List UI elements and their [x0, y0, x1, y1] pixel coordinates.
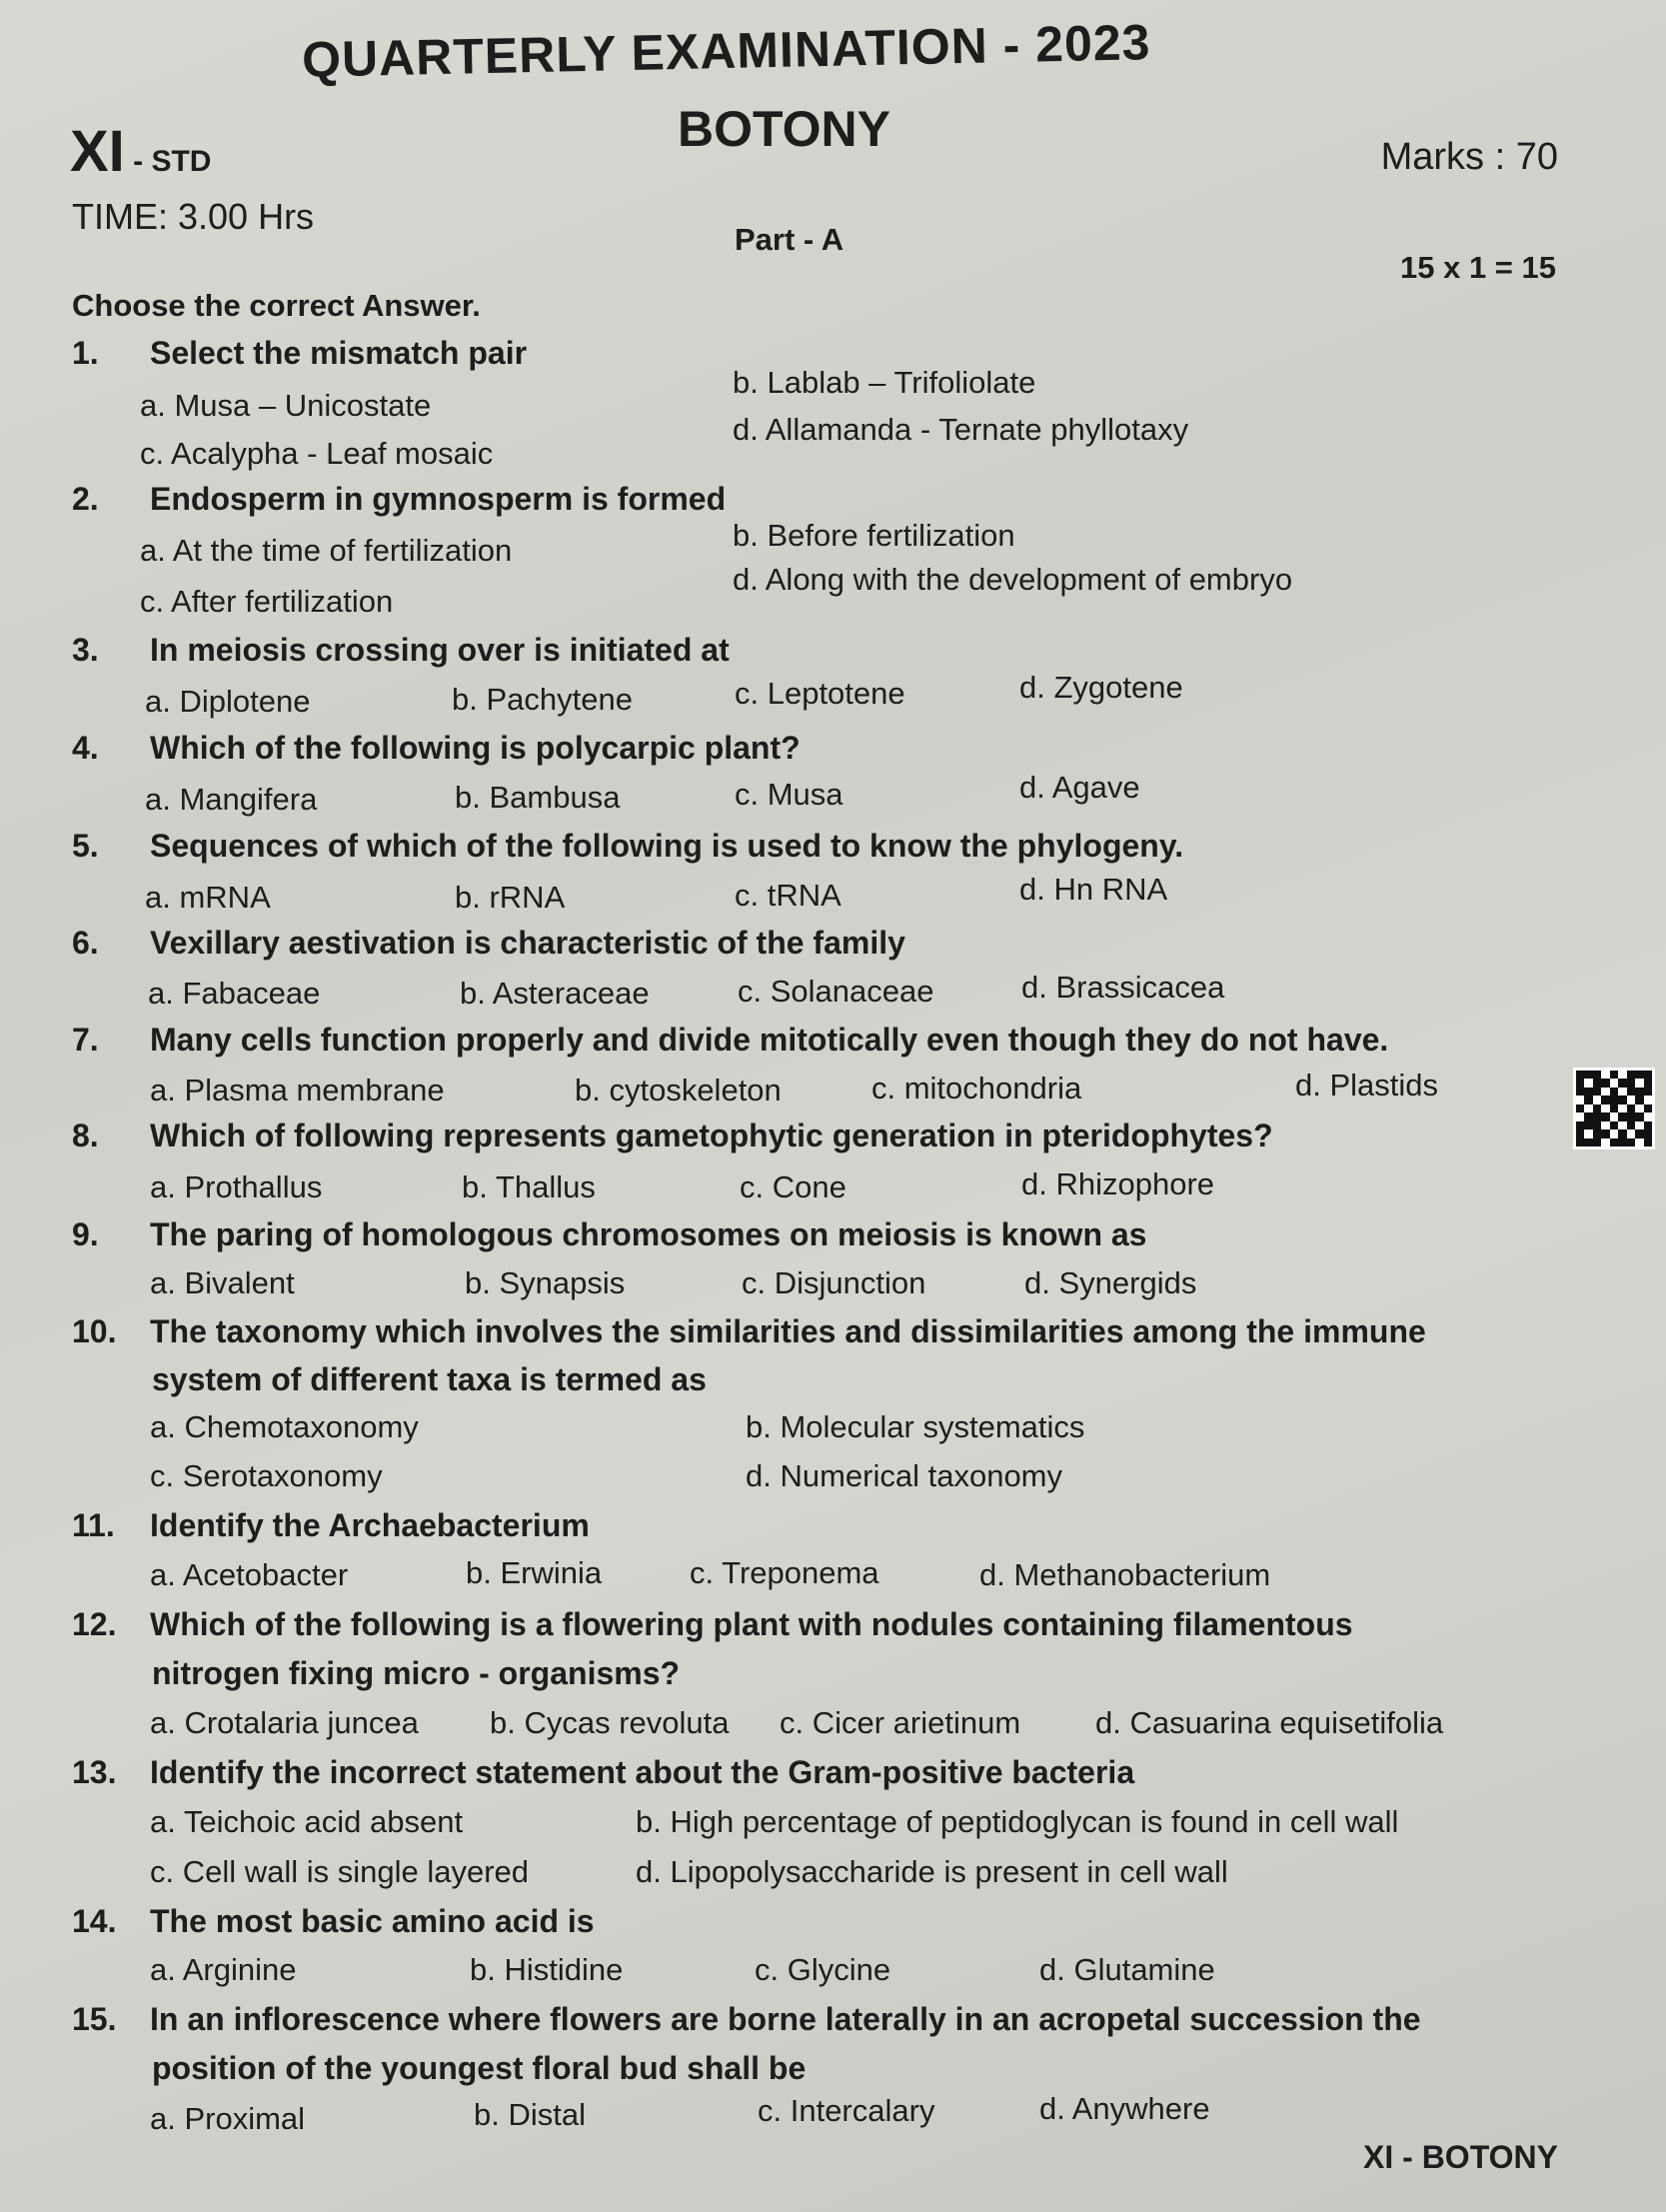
option-d: d. Brassicacea: [1021, 970, 1225, 1005]
option-a: a. Plasma membrane: [150, 1073, 445, 1107]
question-text: Endosperm in gymnosperm is formed: [150, 481, 727, 517]
option-c: c. Cell wall is single layered: [150, 1854, 530, 1889]
option-d: d. Allamanda - Ternate phyllotaxy: [733, 412, 1189, 447]
question-text: Identify the incorrect statement about the Gram-positive bacteria: [150, 1754, 1135, 1790]
class-label: [70, 118, 211, 185]
question-4: 4. Which of the following is polycarpic plant?: [72, 730, 801, 766]
option-b: b. High percentage of peptidoglycan is found in cell wall: [636, 1804, 1399, 1839]
question-text: The most basic amino acid is: [150, 1903, 595, 1939]
option-c: c. Serotaxonomy: [150, 1458, 383, 1493]
question-3: 3. In meiosis crossing over is initiated at: [72, 632, 730, 668]
option-b: b. Lablab – Trifoliolate: [733, 365, 1036, 400]
qr-code: [1573, 1068, 1655, 1149]
option-d: d. Zygotene: [1019, 670, 1183, 705]
option-b: b. Asteraceae: [460, 976, 650, 1011]
subject-title: BOTONY: [678, 101, 890, 157]
option-b: b. Before fertilization: [733, 518, 1015, 553]
part-heading: Part - A: [735, 222, 844, 257]
question-text: In meiosis crossing over is initiated at: [150, 632, 730, 668]
std-text: - STD: [124, 145, 212, 178]
option-d: d. Plastids: [1295, 1068, 1439, 1103]
option-b: b. Molecular systematics: [746, 1409, 1085, 1444]
question-11: 11. Identify the Archaebacterium: [72, 1507, 590, 1543]
question-12: 12. Which of the following is a flowering plant with nodules containing filamentous: [72, 1606, 1353, 1642]
option-d: d. Casuarina equisetifolia: [1095, 1705, 1444, 1740]
option-d: d. Synergids: [1024, 1265, 1197, 1300]
option-b: b. Erwinia: [466, 1555, 603, 1590]
option-a: a. Crotalaria juncea: [150, 1705, 419, 1740]
question-text-continued: position of the youngest floral bud shall be: [152, 2050, 807, 2086]
option-c: c. Intercalary: [758, 2093, 935, 2128]
question-text: Which of the following is polycarpic plant?: [150, 730, 801, 766]
question-14: 14. The most basic amino acid is: [72, 1903, 595, 1939]
option-c: c. Musa: [735, 777, 843, 812]
marks-scheme: 15 x 1 = 15: [1400, 250, 1556, 285]
instruction: Choose the correct Answer.: [72, 288, 481, 323]
option-c: c. mitochondria: [871, 1071, 1082, 1106]
question-10: 10. The taxonomy which involves the similarities and dissimilarities among the immune: [72, 1313, 1426, 1349]
question-text-continued: system of different taxa is termed as: [152, 1361, 707, 1397]
option-a: a. mRNA: [145, 880, 271, 915]
option-d: d. Methanobacterium: [979, 1557, 1271, 1592]
option-a: a. At the time of fertilization: [140, 533, 513, 568]
option-b: b. rRNA: [455, 880, 566, 915]
question-2: 2. Endosperm in gymnosperm is formed: [72, 481, 727, 517]
total-marks: Marks : 70: [1380, 136, 1558, 178]
footer-label: XI - BOTONY: [1363, 2139, 1558, 2175]
option-a: a. Teichoic acid absent: [150, 1804, 464, 1839]
exam-title: QUARTERLY EXAMINATION - 2023: [301, 14, 1151, 88]
question-text: Vexillary aestivation is characteristic of the family: [150, 925, 905, 961]
option-a: a. Proximal: [150, 2101, 306, 2136]
option-d: d. Hn RNA: [1019, 872, 1168, 907]
question-text: Identify the Archaebacterium: [150, 1507, 590, 1543]
option-a: a. Acetobacter: [150, 1557, 349, 1592]
option-d: d. Anywhere: [1039, 2091, 1210, 2126]
question-text: In an inflorescence where flowers are borne laterally in an acropetal succession the: [150, 2001, 1421, 2037]
question-6: 6. Vexillary aestivation is characteristic of the family: [72, 925, 905, 961]
option-c: c. Disjunction: [742, 1265, 926, 1300]
option-c: c. Glycine: [755, 1952, 891, 1987]
option-b: b. Synapsis: [465, 1265, 626, 1300]
option-a: a. Chemotaxonomy: [150, 1409, 419, 1444]
option-b: b. Pachytene: [452, 682, 633, 717]
option-c: c. Leptotene: [735, 676, 905, 711]
question-7: 7. Many cells function properly and divide mitotically even though they do not have.: [72, 1022, 1389, 1058]
question-8: 8. Which of following represents gametophytic generation in pteridophytes?: [72, 1117, 1273, 1153]
question-text: The paring of homologous chromosomes on meiosis is known as: [150, 1216, 1147, 1252]
question-text: The taxonomy which involves the similarities and dissimilarities among the immune: [150, 1313, 1426, 1349]
question-15: 15. In an inflorescence where flowers are borne laterally in an acropetal succession the: [72, 2001, 1421, 2037]
option-b: b. Distal: [474, 2097, 586, 2132]
question-13: 13. Identify the incorrect statement about the Gram-positive bacteria: [72, 1754, 1135, 1790]
option-a: a. Diplotene: [145, 684, 311, 719]
option-c: c. Cone: [740, 1169, 846, 1204]
option-a: a. Fabaceae: [148, 976, 321, 1011]
option-b: b. cytoskeleton: [575, 1073, 782, 1107]
option-d: d. Agave: [1019, 770, 1140, 805]
option-c: c. Acalypha - Leaf mosaic: [140, 436, 494, 471]
option-b: b. Histidine: [470, 1952, 624, 1987]
option-a: a. Mangifera: [145, 782, 318, 817]
question-text: Many cells function properly and divide mitotically even though they do not have.: [150, 1022, 1389, 1058]
question-9: 9. The paring of homologous chromosomes on meiosis is known as: [72, 1216, 1147, 1252]
option-b: b. Bambusa: [455, 780, 621, 815]
option-d: d. Rhizophore: [1021, 1166, 1215, 1201]
option-b: b. Cycas revoluta: [490, 1705, 730, 1740]
option-d: d. Lipopolysaccharide is present in cell wall: [636, 1854, 1228, 1889]
option-a: a. Arginine: [150, 1952, 297, 1987]
option-d: d. Glutamine: [1039, 1952, 1215, 1987]
option-d: d. Numerical taxonomy: [746, 1458, 1063, 1493]
option-a: a. Musa – Unicostate: [140, 388, 432, 423]
class-number: XI: [70, 119, 125, 184]
question-text: Which of the following is a flowering plant with nodules containing filamentous: [150, 1606, 1353, 1642]
option-c: c. tRNA: [735, 878, 841, 913]
option-b: b. Thallus: [462, 1169, 596, 1204]
option-c: c. Cicer arietinum: [780, 1705, 1021, 1740]
question-text: Which of following represents gametophytic generation in pteridophytes?: [150, 1117, 1273, 1153]
option-a: a. Prothallus: [150, 1169, 323, 1204]
option-c: c. After fertilization: [140, 584, 394, 619]
option-c: c. Treponema: [690, 1555, 879, 1590]
question-text-continued: nitrogen fixing micro - organisms?: [152, 1655, 681, 1691]
option-c: c. Solanaceae: [738, 974, 934, 1009]
question-text: Select the mismatch pair: [150, 335, 528, 371]
option-a: a. Bivalent: [150, 1265, 295, 1300]
question-1: 1. Select the mismatch pair: [72, 335, 528, 371]
option-d: d. Along with the development of embryo: [733, 562, 1293, 597]
exam-duration: TIME: 3.00 Hrs: [72, 196, 315, 237]
question-text: Sequences of which of the following is used to know the phylogeny.: [150, 828, 1184, 864]
question-5: 5. Sequences of which of the following is used to know the phylogeny.: [72, 828, 1184, 864]
